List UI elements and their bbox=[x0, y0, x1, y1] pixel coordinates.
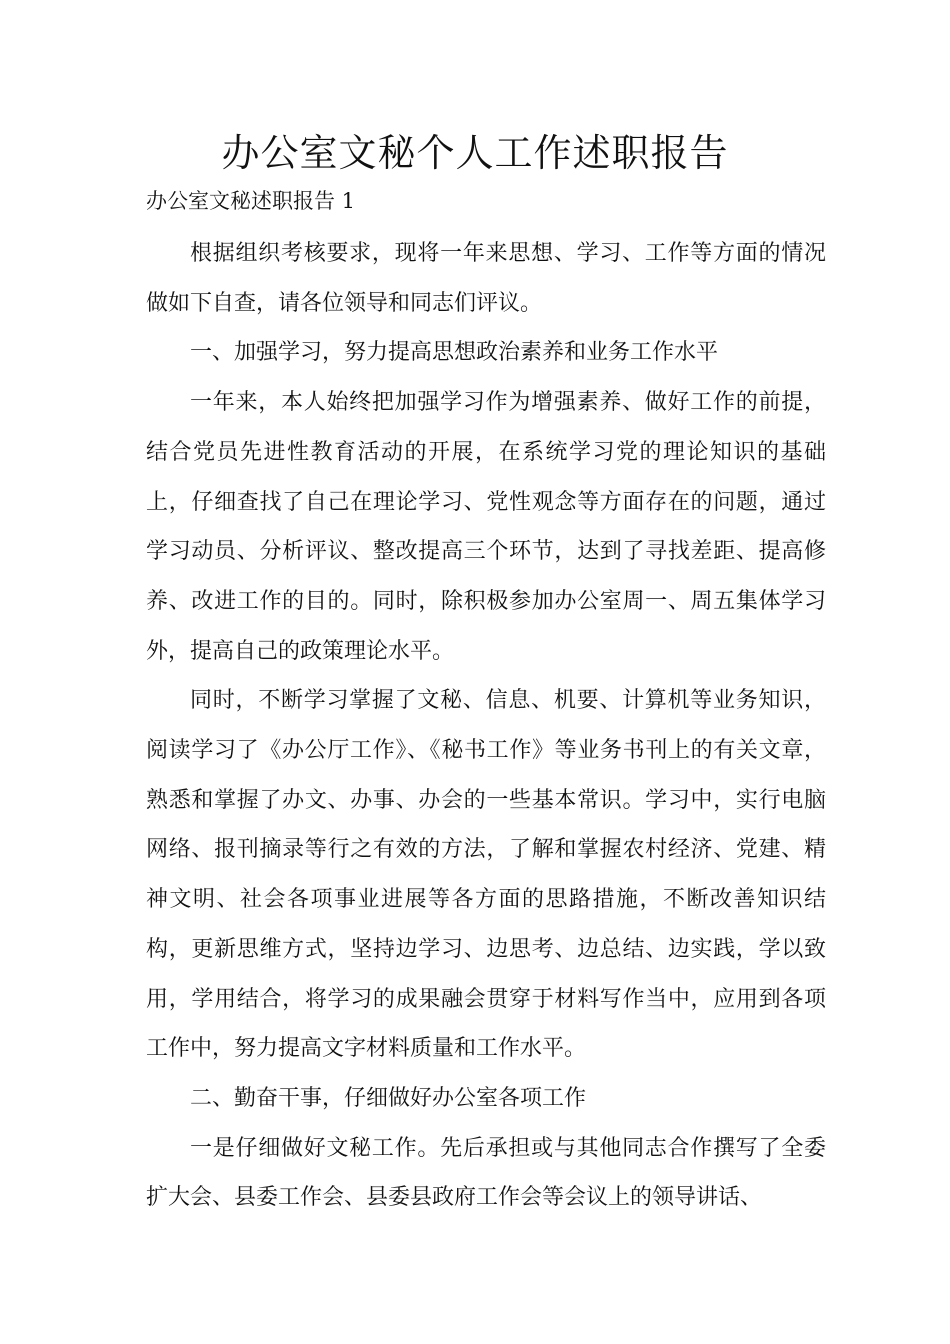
document-title: 办公室文秘个人工作述职报告 bbox=[221, 131, 729, 175]
document-subtitle: 办公室文秘述职报告 1 bbox=[146, 189, 356, 213]
section-heading-1: 一、加强学习，努力提高思想政治素养和业务工作水平 bbox=[190, 340, 719, 366]
paragraph-business-knowledge: 同时，不断学习掌握了文秘、信息、机要、计算机等业务知识，阅读学习了《办公厅工作》、《秘书工作》等业务书刊上的有关文章，熟悉和掌握了办文、办事、办会的一些基本常识。学习中，实行电脑网络、报刊摘录等行之有效的方法，了解和掌握农村经济、党建、精神文明、社会各项事业进展等各方面的思路措施，不断改善知识结构，更新思维方式，坚持边学习、边思考、边总结、边实践，学以致用，学用结合，将学习的成果融会贯穿于材料写作当中，应用到各项工作中，努力提高文字材料质量和工作水平。 bbox=[146, 688, 826, 1062]
document-body bbox=[146, 229, 826, 1223]
section-heading-2: 二、勤奋干事，仔细做好办公室各项工作 bbox=[190, 1085, 587, 1111]
paragraph-intro: 根据组织考核要求，现将一年来思想、学习、工作等方面的情况做如下自查，请各位领导和同志们评议。 bbox=[146, 241, 826, 316]
paragraph-study: 一年来，本人始终把加强学习作为增强素养、做好工作的前提，结合党员先进性教育活动的开展，在系统学习党的理论知识的基础上，仔细查找了自己在理论学习、党性观念等方面存在的问题，通过学习动员、分析评议、整改提高三个环节，达到了寻找差距、提高修养、改进工作的目的。同时，除积极参加办公室周一、周五集体学习外，提高自己的政策理论水平。 bbox=[146, 390, 826, 664]
paragraph-secretarial-work: 一是仔细做好文秘工作。先后承担或与其他同志合作撰写了全委扩大会、县委工作会、县委县政府工作会等会议上的领导讲话、 bbox=[146, 1135, 826, 1211]
